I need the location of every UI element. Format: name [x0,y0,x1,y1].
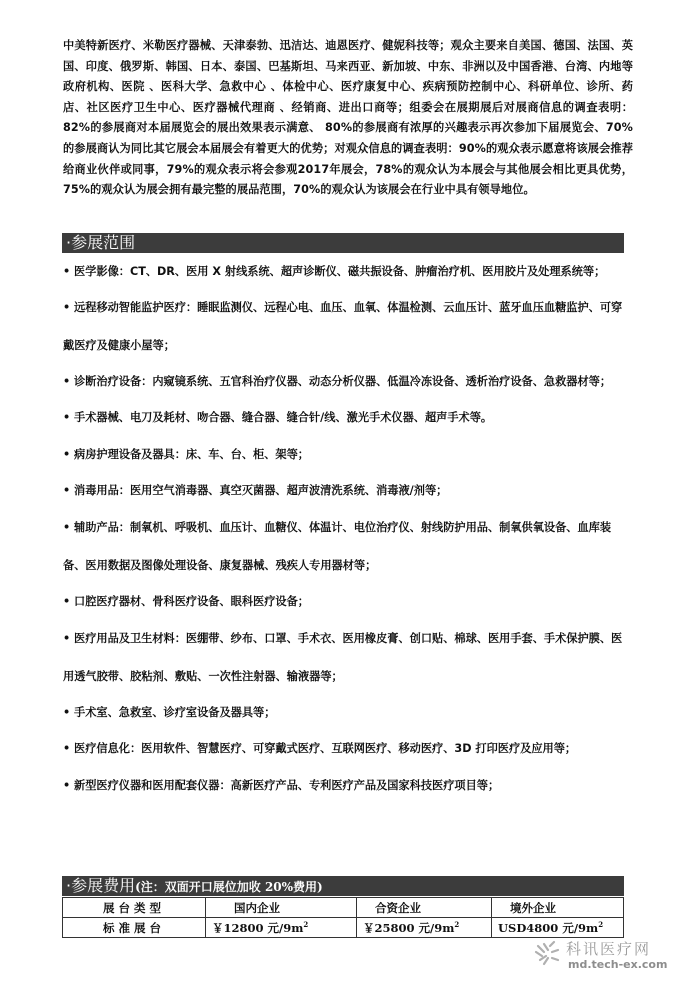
watermark-url: md.tech-ex.com [568,958,668,971]
scope-item-diagnosis-treatment: • 诊断治疗设备：内窥镜系统、五官科治疗仪器、动态分析仪器、低温冷冻设备、透析治疗设备、急救器材等； [63,375,612,388]
scope-item-auxiliary: • 辅助产品：制氧机、呼吸机、血压计、血糖仪、体温计、电位治疗仪、射线防护用品、制氧供氧设备、血库装备、医用数据及图像处理设备、康复器械、残疾人专用器材等； [63,521,612,573]
scope-item-dental-ortho-eye: • 口腔医疗器材、骨科医疗设备、眼科医疗设备； [63,595,309,609]
fee-joint-price: ￥25800 元$/9m^2$ [357,918,492,938]
fee-table [62,897,624,938]
fee-header-domestic: 国内企业 [206,898,357,918]
fee-section-note: (注：双面开口展位加收 20%费用) [135,880,323,894]
watermark-site-name: 科讯医疗网 [566,940,652,958]
scope-item-medical-supplies: • 医疗用品及卫生材料：医绷带、纱布、口罩、手术衣、医用橡皮膏、创口贴、棉球、医用手套、手术保护膜、医用透气胶带、胶粘剂、敷贴、一次性注射器、输液器等； [63,631,623,683]
fee-row-label: 标准展台 [63,918,206,938]
intro-paragraph: 中美特新医疗、米勒医疗器械、天津泰勃、迅洁达、迪恩医疗、健妮科技等；观众主要来自美国、德国、法国、英国、印度、俄罗斯、韩国、日本、泰国、巴基斯坦、马来西亚、新加坡、中东、非洲以及中国香港、台湾、内地等政府机构、医院 、医科大学、急救中心 、体检中心、医疗康复中心、疾病预防控制中心、科研单位、诊所、药店、社区医疗卫生中心、医疗器械代理商 、经销商、进出口商等；组委会在展期展后对展商信息的调查表明：82%的参展商对本届展览会的展出效果表示满意、 80%的参展商有浓厚的兴趣表示再次参加下届展览会、70%的参展商认为同比其它展会本届展会有着更大的优势；对观众信息的调查表明：90%的观众表示愿意将该展会推荐给商业伙伴或同事，79%的观众表示将会参观2017年展会，78%的观众认为本展会与其他展会相比更具优势，75%的观众认为展会拥有最完整的展品范围，70%的观众认为该展会在行业中具有领导地位。 [63,39,633,197]
fee-section-title: ·参展费用 [66,876,136,895]
fee-header-booth-type: 展台类型 [63,898,206,918]
scope-item-ward-care: • 病房护理设备及器具：床、车、台、柜、架等； [63,447,309,461]
scope-item-new-instruments: • 新型医疗仪器和医用配套仪器：高新医疗产品、专利医疗产品及国家科技医疗项目等； [63,779,500,793]
scope-item-disinfection: • 消毒用品：医用空气消毒器、真空灭菌器、超声波清洗系统、消毒液/剂等； [63,484,448,498]
fee-table-header-row [63,898,624,918]
fee-domestic-price: ￥12800 元$/9m^2$ [206,918,357,938]
scope-list [63,262,628,813]
fee-header-joint: 合资企业 [357,898,492,918]
scope-item-remote-monitoring: • 远程移动智能监护医疗：睡眠监测仪、远程心电、血压、血氧、体温检测、云血压计、蓝牙血压血糖监护、可穿戴医疗及健康小屋等； [63,301,623,352]
fee-foreign-price: USD4800 元$/9m^2$ [492,918,624,938]
scope-item-surgical-instruments: • 手术器械、电刀及耗材、吻合器、缝合器、缝合针/线、激光手术仪器、超声手术等。 [63,411,493,424]
fee-table-row [63,918,624,938]
scope-item-health-it: • 医疗信息化：医用软件、智慧医疗、可穿戴式医疗、互联网医疗、移动医疗、3D 打印医疗及应用等； [63,742,577,756]
fee-header-foreign: 境外企业 [492,898,624,918]
tech-ex-logo-icon [532,938,562,968]
scope-section-header [62,233,624,253]
scope-item-operating-room: • 手术室、急救室、诊疗室设备及器具等； [63,705,276,719]
watermark [532,936,682,976]
fee-section-header [62,876,624,896]
scope-item-imaging: • 医学影像：CT、DR、医用 X 射线系统、超声诊断仪、磁共振设备、肿瘤治疗机、医用胶片及处理系统等； [63,265,606,278]
scope-section-title: ·参展范围 [66,233,136,252]
